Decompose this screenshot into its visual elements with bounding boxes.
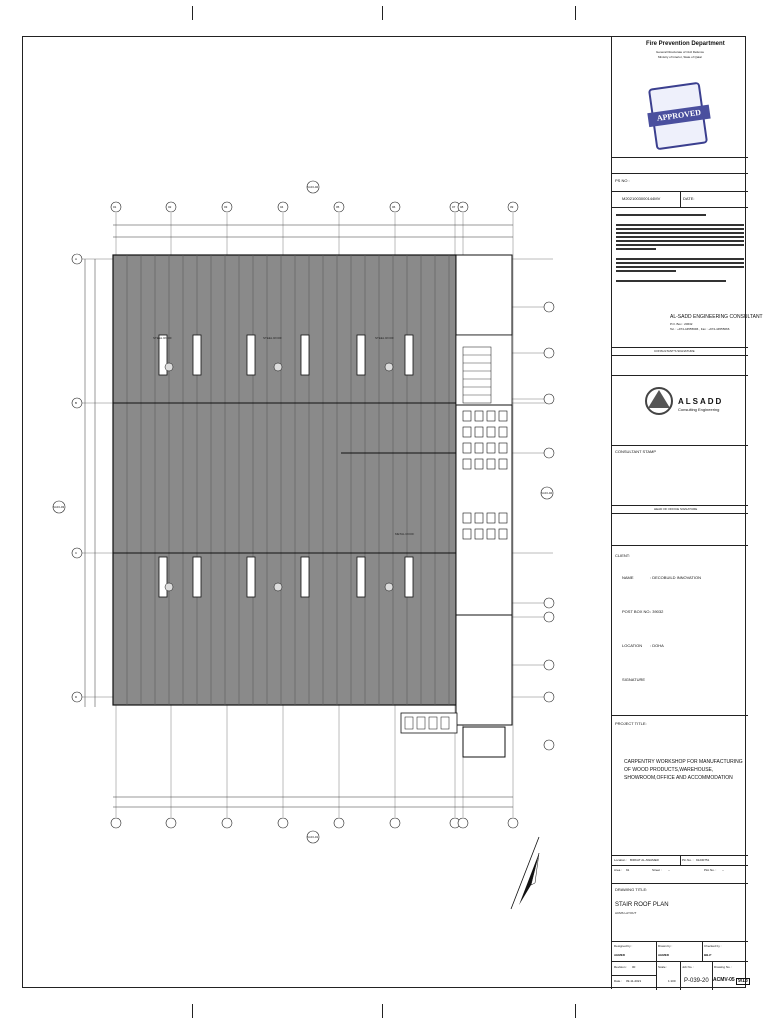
client-signature-label: SIGNATURE bbox=[622, 677, 646, 682]
grid-label-left: A bbox=[75, 257, 78, 261]
revision-row bbox=[612, 961, 748, 989]
note-line bbox=[616, 214, 706, 216]
consultant-name: AL-SADD ENGINEERING CONSULTANT bbox=[670, 314, 763, 320]
designed-by-value: AHMED bbox=[614, 953, 625, 957]
border-tick bbox=[575, 1004, 576, 1018]
border-tick bbox=[575, 6, 576, 20]
grid-label-top: 01 bbox=[113, 205, 117, 209]
grid-label-top: 04 bbox=[280, 205, 284, 209]
consultant-section bbox=[612, 307, 763, 347]
section-marker-left: M-03-03 bbox=[53, 505, 65, 509]
department-subtitle: Ministry of Interior, State of Qatar bbox=[658, 55, 703, 59]
designed-by-label: Designed by : bbox=[614, 944, 633, 948]
roof-plan-svg bbox=[23, 37, 611, 989]
drawn-by-value: AHMED bbox=[658, 953, 669, 957]
section-marker-right: M-03-02 bbox=[541, 491, 553, 495]
approved-stamp bbox=[648, 82, 708, 151]
designers-row bbox=[612, 941, 748, 961]
location-value: BIRKAT AL AWAMER bbox=[630, 858, 659, 862]
room-label: STEEL ROOF bbox=[263, 336, 282, 340]
client-name-label: NAME bbox=[622, 575, 634, 580]
drawing-subtitle: ACMS LAYOUT bbox=[615, 911, 637, 915]
job-no-value: P-039-20 bbox=[684, 978, 709, 984]
project-title-label: PROJECT TITLE: bbox=[615, 721, 647, 726]
tb-row-blank bbox=[612, 157, 748, 173]
note-line bbox=[616, 224, 744, 226]
department-subtitle: General Directorate of Civil Defence bbox=[656, 50, 705, 54]
logo-name: ALSADD bbox=[678, 397, 724, 406]
consultant-signature-label: CONSULTANT'S SIGNATURE bbox=[654, 349, 695, 353]
grid-label-top: 07 bbox=[452, 205, 456, 209]
drawing-sheet bbox=[22, 36, 763, 988]
room-label: METAL ROOF bbox=[395, 532, 415, 536]
project-section bbox=[612, 715, 748, 855]
pin-label: Pin No. : bbox=[682, 858, 694, 862]
drawing-no-label: Drawing No. : bbox=[714, 965, 733, 969]
note-line bbox=[616, 236, 744, 238]
section-marker-bottom: M-03-01 bbox=[307, 835, 319, 839]
grid-label-top: 06 bbox=[392, 205, 396, 209]
grid-label-top: 09 bbox=[510, 205, 514, 209]
ps-no-value: M2021003000144MV bbox=[622, 196, 661, 201]
grid-label-left: C bbox=[75, 551, 78, 555]
note-line bbox=[616, 270, 676, 272]
border-tick bbox=[382, 1004, 383, 1018]
drawing-title-label: DRAWING TITLE: bbox=[615, 887, 648, 892]
head-reg-row bbox=[612, 513, 748, 533]
consultant-pobox: P.O. Box : 20632 bbox=[670, 322, 693, 326]
job-no-label: Job No. : bbox=[682, 965, 695, 969]
project-title: CARPENTRY WORKSHOP FOR MANUFACTURING OF WOOD PRODUCTS,WAREHOUSE, SHOWROOM,OFFICE AND ACCOMMODATION bbox=[624, 759, 743, 781]
checked-by-label: Checked by : bbox=[704, 944, 722, 948]
sheet-number: 9/13 bbox=[738, 978, 748, 984]
consultant-stamp-section bbox=[612, 445, 748, 505]
border-tick bbox=[382, 6, 383, 20]
note-line bbox=[616, 248, 656, 250]
room-label: STEEL ROOF bbox=[153, 336, 172, 340]
date-label: DATE: bbox=[683, 196, 695, 201]
location-row bbox=[612, 855, 748, 865]
drawing-no-value: ACMV-05 bbox=[713, 977, 735, 983]
head-sig-row bbox=[612, 505, 748, 513]
ps-no-label: PS NO : bbox=[615, 178, 630, 183]
grid-label-top: 08 bbox=[460, 205, 464, 209]
alsadd-logo-icon bbox=[644, 386, 674, 416]
area-label: Area : bbox=[614, 868, 623, 872]
date-label: Date : bbox=[614, 979, 623, 983]
plot-value: -- bbox=[722, 868, 724, 872]
drawn-by-label: Drawn by : bbox=[658, 944, 673, 948]
border-tick bbox=[192, 6, 193, 20]
note-line bbox=[616, 280, 726, 282]
grid-label-top: 03 bbox=[224, 205, 228, 209]
scale-label: Scale : bbox=[658, 965, 668, 969]
border-tick bbox=[192, 1004, 193, 1018]
tb-row-ps bbox=[612, 173, 748, 191]
title-block bbox=[611, 37, 763, 989]
consultant-reg-row bbox=[612, 355, 748, 375]
note-line bbox=[616, 240, 744, 242]
grid-label-top: 05 bbox=[336, 205, 340, 209]
client-section bbox=[612, 545, 748, 715]
area-row bbox=[612, 865, 748, 875]
logo-section bbox=[612, 375, 748, 445]
client-pobox-label: POST BOX NO. bbox=[622, 609, 651, 614]
client-location-value: : DOHA bbox=[650, 643, 664, 648]
checked-by-value: BB-P bbox=[704, 953, 712, 957]
street-label: Street : bbox=[652, 868, 662, 872]
street-value: -- bbox=[668, 868, 670, 872]
logo-subtitle: Consulting Engineering bbox=[678, 407, 720, 412]
grid-label-top: 02 bbox=[168, 205, 172, 209]
client-location-label: LOCATION bbox=[622, 643, 643, 648]
scale-value: 1:100 bbox=[668, 979, 676, 983]
grid-label-left: B bbox=[75, 401, 78, 405]
note-line bbox=[616, 262, 744, 264]
revision-value: 00 bbox=[632, 965, 636, 969]
client-label: CLIENT: bbox=[615, 553, 630, 558]
client-pobox-value: : 39032 bbox=[650, 609, 664, 614]
client-name-value: : DECOBUILD INNOVATION bbox=[650, 575, 701, 580]
date-value: 09-11-2021 bbox=[626, 979, 642, 983]
consultant-sig-row bbox=[612, 347, 748, 355]
roof-plan-drawing bbox=[23, 37, 611, 989]
location-label: Location : bbox=[614, 858, 628, 862]
head-signature-label: HEAD OF OFFICE SIGNATURE bbox=[654, 507, 698, 511]
note-line bbox=[616, 244, 744, 246]
stamp-banner: APPROVED bbox=[647, 105, 710, 127]
note-line bbox=[616, 232, 744, 234]
section-marker-top: M-03-02 bbox=[307, 185, 319, 189]
grid-label-left: D bbox=[75, 695, 78, 699]
consultant-tel: Tel. : +974-44555696 , Fax : +974-44555666 bbox=[670, 327, 730, 331]
notes-section bbox=[612, 207, 748, 307]
drawing-title: STAIR ROOF PLAN bbox=[615, 902, 669, 908]
room-label: STEEL ROOF bbox=[375, 336, 394, 340]
note-line bbox=[616, 266, 744, 268]
revision-label: Revision : bbox=[614, 965, 628, 969]
drawing-title-section bbox=[612, 883, 748, 931]
pin-value: 91230751 bbox=[696, 858, 710, 862]
tb-row-ps-value bbox=[612, 191, 748, 207]
note-line bbox=[616, 258, 744, 260]
area-value: 91 bbox=[626, 868, 630, 872]
department-title: Fire Prevention Department bbox=[646, 41, 725, 47]
plot-label: Plot No. : bbox=[704, 868, 717, 872]
consultant-stamp-label: CONSULTANT STAMP bbox=[615, 449, 657, 454]
note-line bbox=[616, 228, 744, 230]
